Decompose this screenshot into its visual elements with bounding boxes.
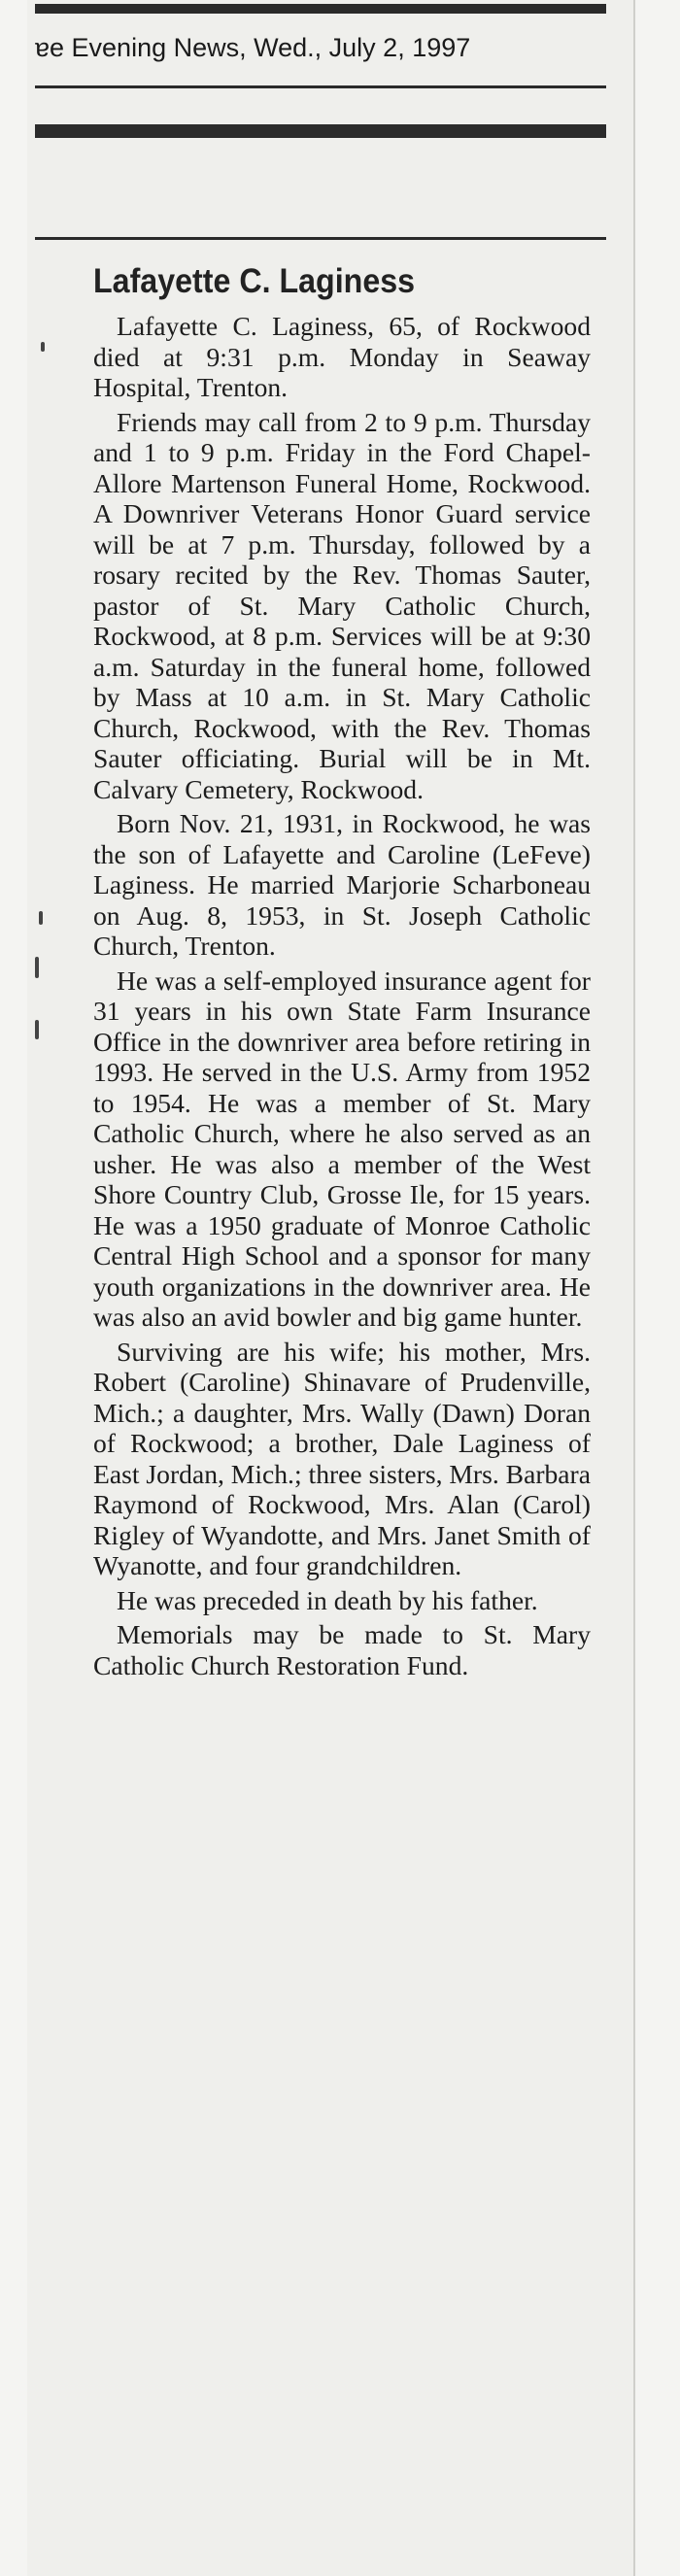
- obituary-headline: Lafayette C. Laginess: [93, 262, 416, 300]
- masthead-rule: [35, 85, 606, 88]
- margin-mark: [35, 957, 39, 978]
- obituary-paragraph: Surviving are his wife; his mother, Mrs. Robert (Caroline) Shinavare of Prudenville, Mich.; a daughter, Mrs. Wally (Dawn) Doran of Rockwood; a brother, Dale Laginess of East Jordan, Mich.; three sisters, Mrs. Barbara Raymond of Rockwood, Mrs. Alan (Carol) Rigley of Wyandotte, and Mrs. Janet Smith of Wyanotte, and four grandchildren.: [93, 1336, 591, 1580]
- top-rule: [35, 4, 606, 14]
- obituary-paragraph: He was preceded in death by his father.: [117, 1584, 538, 1615]
- obituary-paragraph: Born Nov. 21, 1931, in Rockwood, he was the son of Lafayette and Caroline (LeFeve) Laginess. He married Marjorie Scharboneau on Aug. 8, 1953, in St. Joseph Catholic Church, Trenton.: [93, 808, 591, 961]
- margin-mark: [41, 342, 45, 352]
- obituary-paragraph: Memorials may be made to St. Mary Catholic Church Restoration Fund.: [93, 1619, 591, 1680]
- margin-mark: [35, 1020, 39, 1039]
- obituary-paragraph: He was a self-employed insurance agent for 31 years in his own State Farm Insurance Office in the downriver area before retiring in 1993. He served in the U.S. Army from 1952 to 1954. He was a member of St. Mary Catholic Church, where he also served as an usher. He was also a member of the West Shore Country Club, Grosse Ile, for 15 years. He was a 1950 graduate of Monroe Catholic Central High School and a sponsor for many youth organizations in the downriver area. He was also an avid bowler and big game hunter.: [93, 965, 591, 1332]
- masthead: ɐe Evening News, Wed., July 2, 1997: [35, 33, 471, 62]
- obituary-paragraph: Lafayette C. Laginess, 65, of Rockwood died at 9:31 p.m. Monday in Seaway Hospital, Trenton.: [93, 311, 591, 402]
- obituary-paragraph: Friends may call from 2 to 9 p.m. Thursday and 1 to 9 p.m. Friday in the Ford Chapel-Allore Martenson Funeral Home, Rockwood. A Downriver Veterans Honor Guard service will be at 7 p.m. Thursday, followed by a rosary recited by the Rev. Thomas Sauter, pastor of St. Mary Catholic Church, Rockwood, at 8 p.m. Services will be at 9:30 a.m. Saturday in the funeral home, followed by Mass at 10 a.m. in St. Mary Catholic Church, Rockwood, with the Rev. Thomas Sauter officiating. Burial will be in Mt. Calvary Cemetery, Rockwood.: [93, 406, 591, 804]
- obituary-body: [93, 311, 591, 1684]
- section-rule: [35, 124, 606, 138]
- headline-rule: [35, 237, 606, 240]
- margin-mark: [39, 911, 43, 925]
